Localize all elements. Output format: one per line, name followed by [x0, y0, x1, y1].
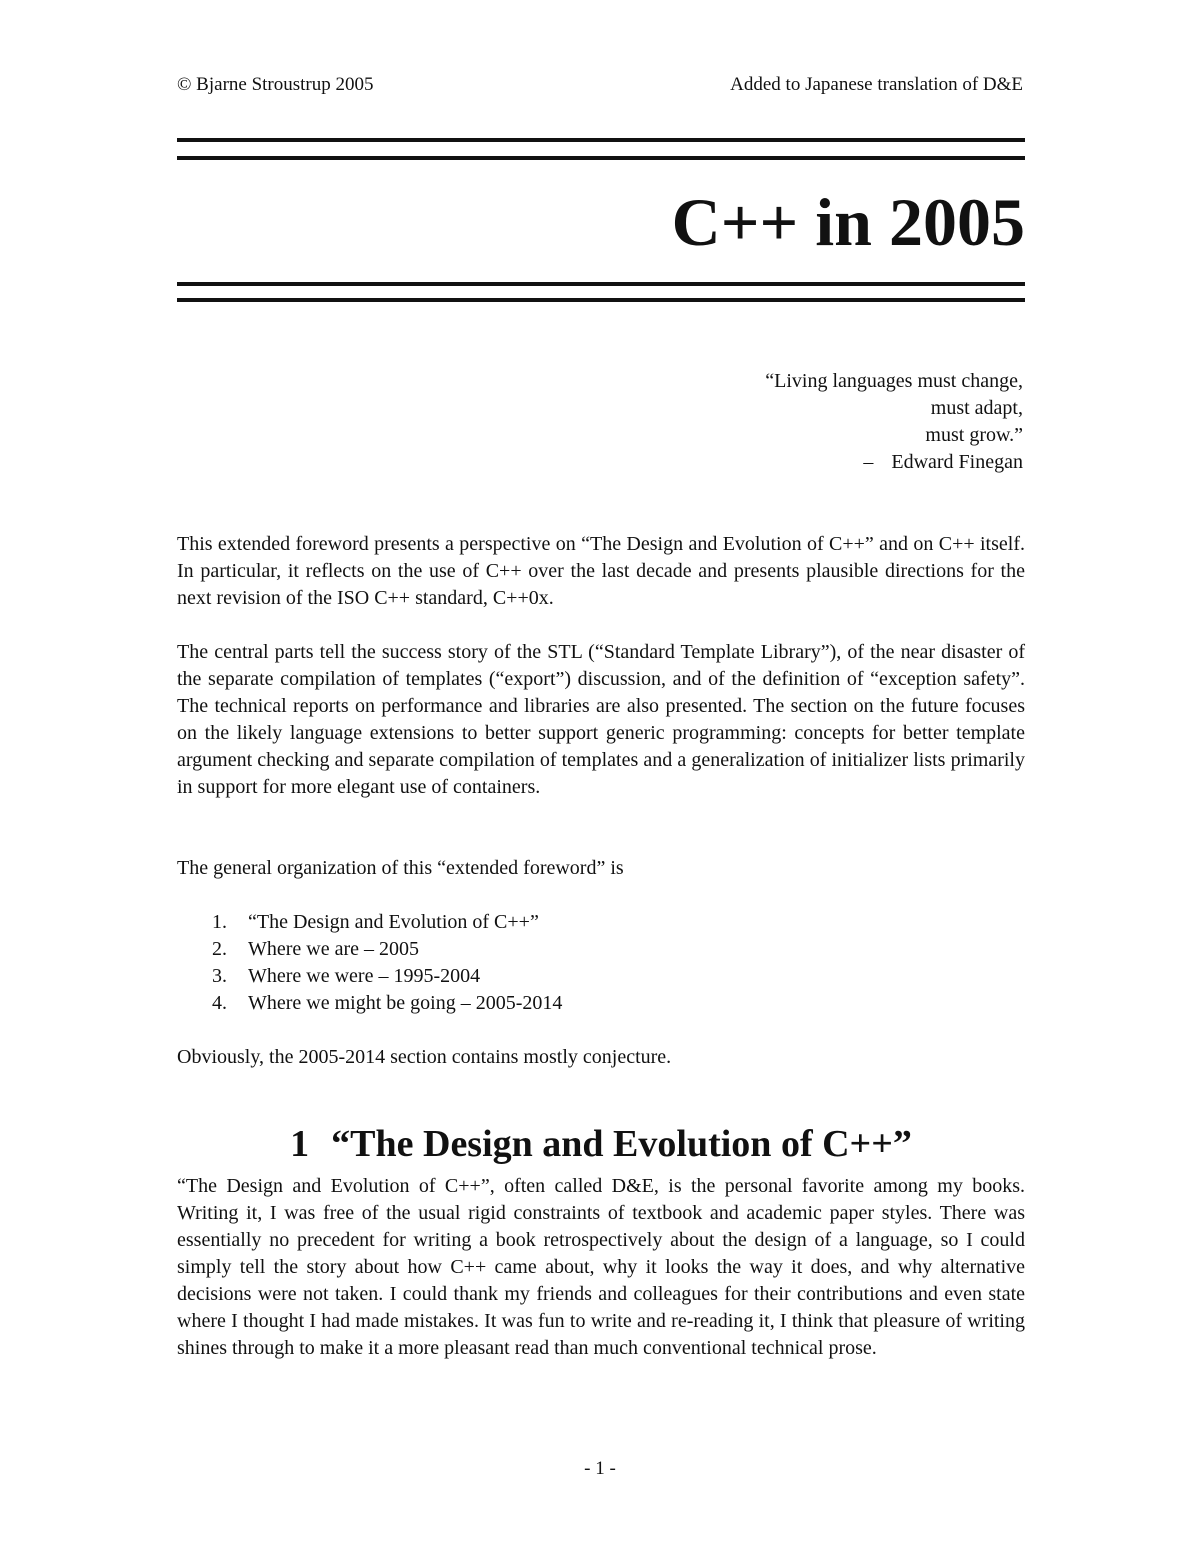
title-rule-bottom-2 — [177, 298, 1025, 302]
central-parts-paragraph: The central parts tell the success story of the STL (“Standard Template Library”), of the near disaster of the separate compilation of templates (“export”) discussion, and of the definition of “exception safety”. The technical reports on performance and libraries are also presented. The section on the future focuses on the likely language extensions to better support generic programming: concepts for better template argument checking and separate compilation of templates and a generalization of initializer lists primarily in support for more elegant use of containers. — [177, 641, 1025, 798]
list-item: 1. “The Design and Evolution of C++” — [212, 911, 539, 933]
section-number: 1 — [290, 1123, 310, 1165]
title-rule-bottom-1 — [177, 282, 1025, 286]
section-body-paragraph: “The Design and Evolution of C++”, often called D&E, is the personal favorite among my books. Writing it, I was free of the usual rigid constraints of textbook and academic paper styles. There was essentially no precedent for writing a book retrospectively about the design of a language, so I could simply tell the story about how C++ came about, why it looks the way it does, and why alternative decisions were not taken. I could thank my friends and colleagues for their contributions and even state where I thought I had made mistakes. It was fun to write and re-reading it, I think that pleasure of writing shines through to make it a more pleasant read than much conventional technical prose. — [177, 1175, 1025, 1359]
epigraph-line: “Living languages must change, — [765, 370, 1023, 392]
conjecture-paragraph: Obviously, the 2005-2014 section contains mostly conjecture. — [177, 1046, 672, 1068]
epigraph-dash: – — [863, 451, 874, 473]
list-item: 4. Where we might be going – 2005-2014 — [212, 992, 563, 1014]
page-title: C++ in 2005 — [671, 184, 1025, 260]
section-heading — [177, 1120, 1025, 1168]
epigraph — [765, 368, 1023, 476]
list-item: 2. Where we are – 2005 — [212, 938, 420, 960]
intro-paragraph: This extended foreword presents a perspective on “The Design and Evolution of C++” and on C++ itself. In particular, it reflects on the use of C++ over the last decade and presents plausible directions for the next revision of the ISO C++ standard, C++0x. — [177, 533, 1025, 609]
epigraph-line: must adapt, — [930, 397, 1023, 419]
list-item: 3. Where we were – 1995-2004 — [212, 965, 481, 987]
header-note: Added to Japanese translation of D&E — [730, 74, 1023, 95]
section-title: “The Design and Evolution of C++” — [331, 1123, 912, 1165]
header-copyright: © Bjarne Stroustrup 2005 — [177, 74, 374, 95]
page-number: - 1 - — [584, 1458, 616, 1479]
outline-list — [177, 909, 562, 1017]
epigraph-author: Edward Finegan — [891, 451, 1023, 473]
organization-paragraph: The general organization of this “extended foreword” is — [177, 857, 624, 879]
title-rule-top-1 — [177, 138, 1025, 142]
epigraph-attribution — [765, 449, 1023, 476]
epigraph-line: must grow.” — [925, 424, 1023, 446]
title-rule-top-2 — [177, 156, 1025, 160]
